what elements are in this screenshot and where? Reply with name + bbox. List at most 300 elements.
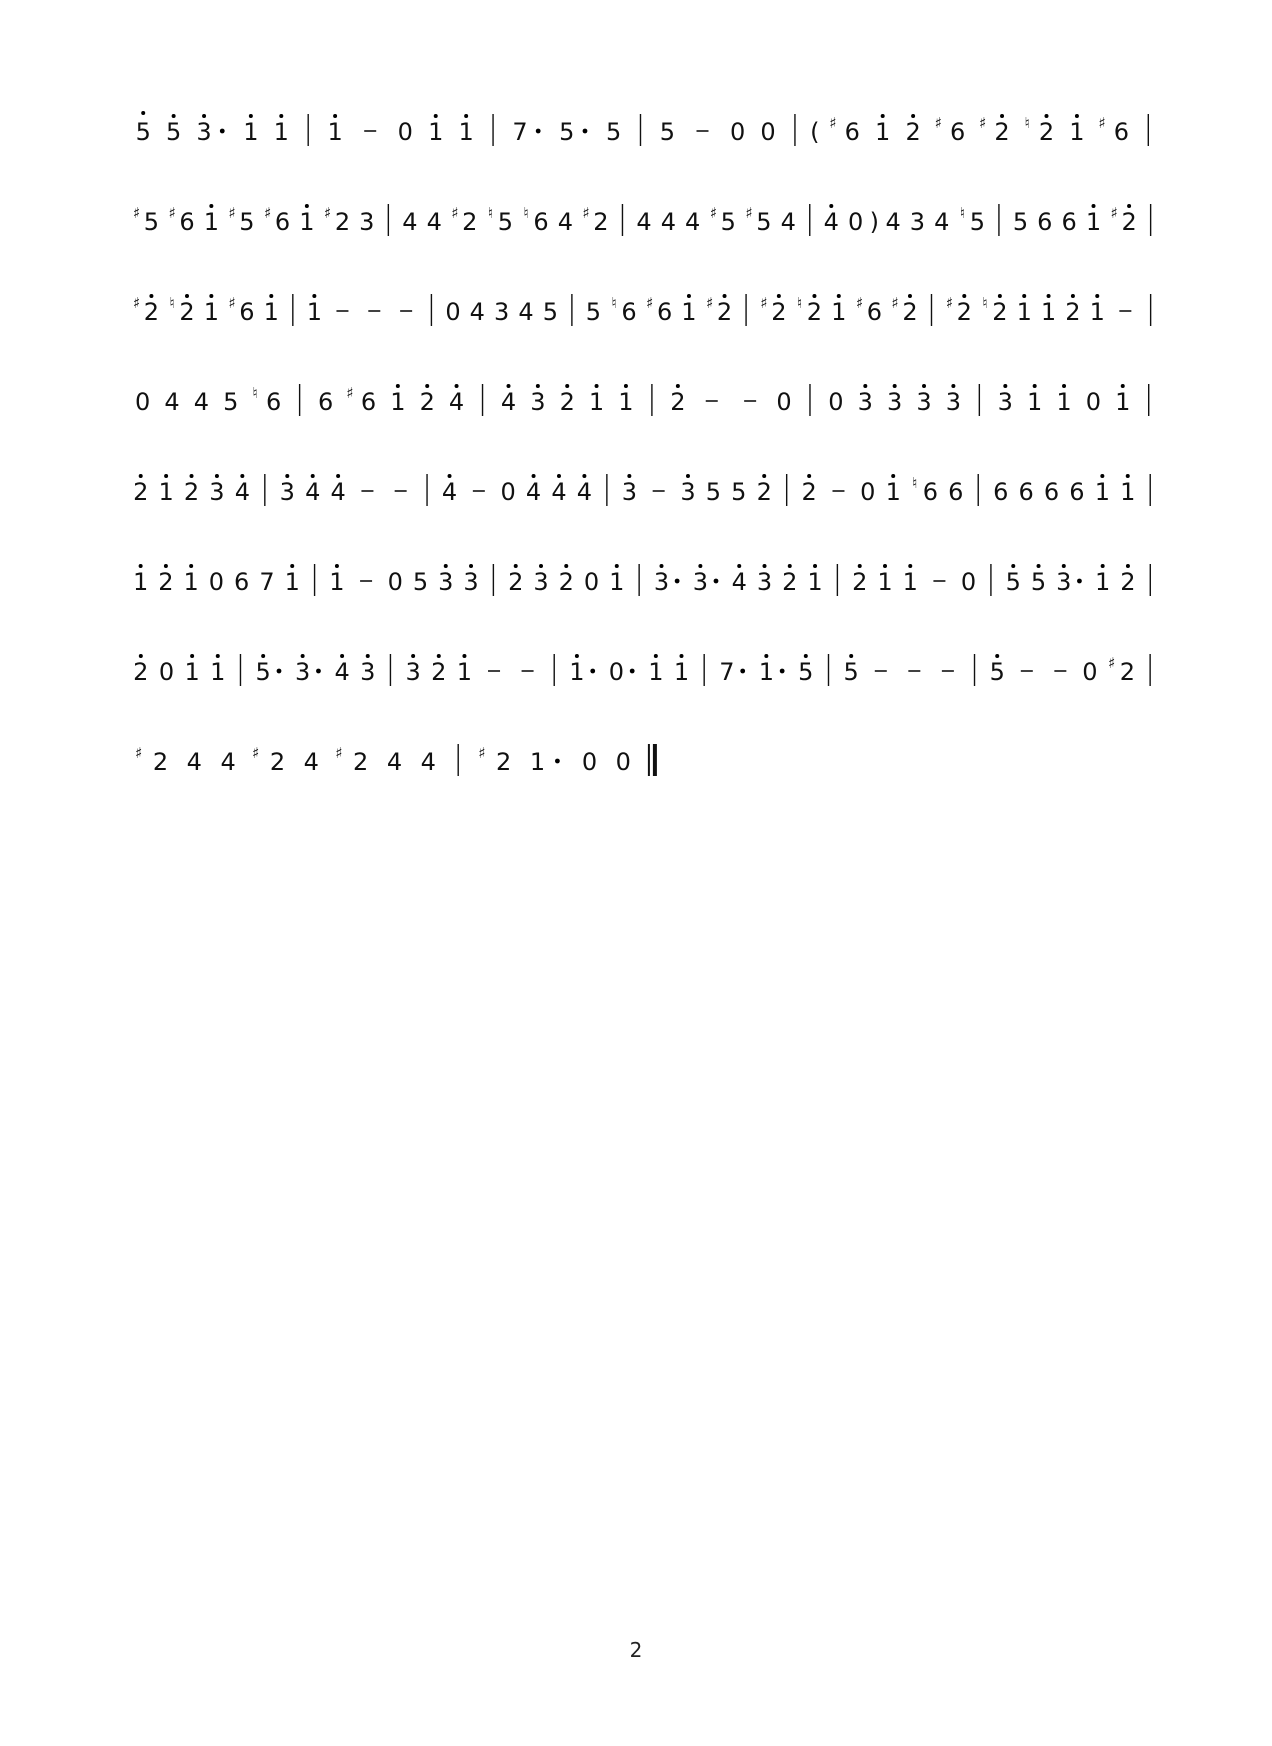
octave-dot-above [962,294,966,298]
note-1: 1 [327,118,343,146]
natural-icon: ♮ [169,294,175,312]
note-2: 2 [801,478,817,506]
octave-dot-above [285,474,289,478]
note-5: 5 [756,208,772,236]
octave-dot-above [627,474,631,478]
note-3: 3 [279,478,295,506]
note-5: 5 [731,478,747,506]
octave-dot-above [615,564,619,568]
note-4: 4 [500,388,517,416]
natural-icon: ♮ [982,294,988,312]
note-1: 1 [1069,118,1085,146]
note-0: 0 [135,388,151,416]
note-0: 0 [776,388,792,416]
octave-dot-above [686,474,690,478]
note-3: 3 [209,478,225,506]
note-1: 1 [183,568,199,596]
octave-dot [141,111,145,115]
note-1: 1 [263,298,279,326]
note-4: 4 [885,208,901,236]
note-0: 0 [1085,388,1102,416]
note-1: 1 [1115,388,1131,416]
octave-dot-above [411,654,415,658]
octave-dot-above [1047,294,1051,298]
note-2: 2 [771,298,787,326]
octave-dot-above [301,654,305,658]
natural-icon: ♮ [252,384,258,402]
octave-dot-above [1075,114,1079,118]
note-2: 2 [431,658,447,686]
octave-dot-above [189,564,193,568]
note-5: 5 [705,478,722,506]
note-4: 4 [220,748,236,776]
note-2: 2 [992,298,1008,326]
note-1: 1 [1120,478,1136,506]
note-5: 5 [497,208,514,236]
note-6: 6 [266,388,282,416]
note-3: 3 [653,568,670,596]
sharp-icon: ♯ [745,204,753,222]
note-4: 4 [557,208,573,236]
note-3: 3 [405,658,421,686]
octave-dot-above [164,474,168,478]
octave-dot-above [215,474,219,478]
score-line-svg [128,636,1160,706]
note-5: 5 [969,208,986,236]
note-0: 0 [960,568,977,596]
note-1: 1 [1056,388,1072,416]
note-2: 2 [670,388,686,416]
score-line [128,546,1160,616]
note-1: 1 [456,658,473,686]
note-1: 1 [1094,478,1110,506]
octave-dot-above [687,294,691,298]
octave-dot-above [1100,474,1104,478]
octave-dot-above [185,294,189,298]
augmentation-dot [583,129,588,134]
note-1: 1 [203,298,219,326]
note-4: 4 [731,568,747,596]
note-4: 4 [448,388,465,416]
note-0: 0 [848,208,864,236]
sharp-icon: ♯ [582,204,590,222]
octave-dot-above [261,654,265,658]
note-6: 6 [922,478,938,506]
octave-dot-above [951,384,955,388]
note-2: 2 [902,298,918,326]
note-2: 2 [462,208,478,236]
note-4: 4 [469,298,485,326]
octave-dot-above [448,474,452,478]
octave-dot-above [240,474,244,478]
octave-dot-above [536,384,540,388]
note-5: 5 [542,298,558,326]
note-6: 6 [656,298,673,326]
note-2: 2 [179,298,195,326]
octave-dot-above [1022,294,1026,298]
octave-dot-above [737,564,741,568]
octave-dot-above [762,564,766,568]
note-1: 1 [877,568,893,596]
score-line [128,636,1160,706]
note-0: 0 [208,568,225,596]
octave-dot-above [335,564,339,568]
note-6: 6 [239,298,255,326]
note-0: 0 [760,118,776,146]
natural-icon: ♮ [523,204,529,222]
note-6: 6 [274,208,291,236]
note-0: 0 [445,298,461,326]
octave-dot-above [922,384,926,388]
note-1: 1 [1016,298,1032,326]
octave-dot-above [679,654,683,658]
note-7: 7 [512,118,528,146]
note-6: 6 [234,568,250,596]
octave-dot-above [1101,564,1105,568]
augmentation-dot [555,759,560,764]
note-4: 4 [330,478,346,506]
octave-dot-above [1127,204,1131,208]
note-1: 1 [618,388,634,416]
note-6: 6 [1113,118,1130,146]
note-3: 3 [196,118,212,146]
note-4: 4 [441,478,458,506]
note-3: 3 [692,568,709,596]
note-4: 4 [426,208,442,236]
note-6: 6 [866,298,883,326]
note-2: 2 [269,748,286,776]
note-2: 2 [158,568,174,596]
note-2: 2 [133,478,149,506]
octave-dot-above [698,564,702,568]
note-3: 3 [916,388,932,416]
note-4: 4 [525,478,542,506]
octave-dot-above [565,384,569,388]
note-2: 2 [1065,298,1081,326]
octave-dot-above [149,294,153,298]
note-1: 1 [1040,298,1057,326]
note-3: 3 [294,658,311,686]
sharp-icon: ♯ [646,294,654,312]
note-4: 4 [186,748,202,776]
note-1: 1 [329,568,345,596]
note-5: 5 [1012,208,1029,236]
note-5: 5 [605,118,622,146]
note-2: 2 [334,208,351,236]
octave-dot-above [1011,564,1015,568]
note-1: 1 [184,658,200,686]
octave-dot-above [762,474,766,478]
sharp-icon: ♯ [979,114,987,132]
octave-dot-above [1062,564,1066,568]
octave-dot-above [582,474,586,478]
sharp-icon: ♯ [132,294,141,312]
note-3: 3 [463,568,479,596]
sharp-icon: ♯ [228,294,236,312]
note-0: 0 [615,748,631,776]
note-4: 4 [636,208,652,236]
open-parenthesis: ( [810,118,820,146]
note-1: 1 [875,118,891,146]
note-0: 0 [1082,658,1098,686]
note-0: 0 [583,568,600,596]
note-4: 4 [551,478,567,506]
note-6: 6 [993,478,1009,506]
note-1: 1 [428,118,444,146]
note-3: 3 [360,658,376,686]
octave-dot-above [279,114,283,118]
sharp-icon: ♯ [1110,204,1118,222]
note-2: 2 [905,118,921,146]
note-1: 1 [306,298,322,326]
score-line-svg [128,276,1160,346]
note-3: 3 [621,478,637,506]
note-3: 3 [359,208,375,236]
augmentation-dot [740,669,745,674]
note-4: 4 [420,748,436,776]
note-1: 1 [273,118,289,146]
note-1: 1 [243,118,259,146]
octave-dot-above [829,204,833,208]
natural-icon: ♮ [611,294,617,312]
octave-dot-above [462,654,466,658]
note-1: 1 [673,658,690,686]
octave-dot-above [812,294,816,298]
note-1: 1 [203,208,219,236]
note-5: 5 [720,208,736,236]
octave-dot-above [507,384,511,388]
note-0: 0 [860,478,876,506]
score-line [128,726,1160,796]
note-2: 2 [782,568,798,596]
note-6: 6 [844,118,860,146]
note-1: 1 [885,478,901,506]
note-4: 4 [305,478,321,506]
note-2: 2 [558,568,574,596]
note-0: 0 [581,748,598,776]
octave-dot-above [849,654,853,658]
note-4: 4 [518,298,534,326]
octave-dot-above [333,114,337,118]
note-0: 0 [500,478,516,506]
note-3: 3 [1056,568,1072,596]
score-line-svg [128,186,1160,256]
note-0: 0 [387,568,403,596]
sharp-icon: ♯ [478,744,486,762]
note-2: 2 [152,748,169,776]
octave-dot-above [575,654,579,658]
score-line [128,366,1160,436]
sharp-icon: ♯ [934,114,942,132]
octave-dot-above [249,114,253,118]
note-3: 3 [887,388,903,416]
octave-dot-above [676,384,680,388]
note-5: 5 [843,658,859,686]
note-1: 1 [902,568,918,596]
note-1: 1 [609,568,625,596]
note-5: 5 [1005,568,1021,596]
octave-dot-above [764,654,768,658]
note-4: 4 [193,388,210,416]
octave-dot-above [539,564,543,568]
octave-dot-above [837,294,841,298]
octave-dot-above [908,294,912,298]
note-1: 1 [807,568,823,596]
octave-dot-above [336,474,340,478]
octave-dot-above [1062,384,1066,388]
note-6: 6 [179,208,195,236]
sharp-icon: ♯ [829,114,837,132]
note-4: 4 [234,478,250,506]
note-2: 2 [419,388,435,416]
octave-dot-above [514,564,518,568]
note-4: 4 [780,208,796,236]
note-0: 0 [397,118,413,146]
augmentation-dot [590,669,595,674]
sharp-icon: ♯ [855,294,864,312]
note-3: 3 [945,388,962,416]
note-1: 1 [1085,208,1102,236]
octave-dot-above [883,564,887,568]
note-5: 5 [659,118,676,146]
note-3: 3 [756,568,773,596]
octave-dot-above [659,564,663,568]
augmentation-dot [714,579,719,584]
note-1: 1 [158,478,174,506]
sharp-icon: ♯ [252,744,260,762]
octave-dot-above [190,474,194,478]
sharp-icon: ♯ [706,294,714,312]
note-2: 2 [133,658,149,686]
note-1: 1 [1027,388,1043,416]
augmentation-dot [630,669,635,674]
octave-dot-above [1003,384,1007,388]
note-0: 0 [828,388,844,416]
sharp-icon: ♯ [760,294,768,312]
natural-icon: ♮ [1024,114,1030,132]
octave-dot-above [564,564,568,568]
octave-dot-above [813,564,817,568]
octave-dot-above [139,564,143,568]
note-3: 3 [857,388,873,416]
score-line [128,456,1160,526]
augmentation-dot [316,669,321,674]
note-1: 1 [569,658,585,686]
note-6: 6 [360,388,377,416]
note-4: 4 [685,208,701,236]
note-6: 6 [949,118,966,146]
octave-dot-above [305,204,309,208]
page-number: 2 [629,1638,643,1662]
note-2: 2 [353,748,369,776]
score-line-svg [128,456,1160,526]
octave-dot-above [209,204,213,208]
note-2: 2 [593,208,609,236]
score-line-svg [128,366,1160,436]
note-5: 5 [223,388,239,416]
note-7: 7 [259,568,275,596]
sharp-icon: ♯ [346,384,354,402]
note-0: 0 [608,658,625,686]
octave-dot-above [311,474,315,478]
note-2: 2 [508,568,524,596]
octave-dot-above [1121,384,1125,388]
note-7: 7 [719,658,735,686]
note-3: 3 [997,388,1013,416]
octave-dot-above [437,654,441,658]
score-line [128,96,1160,166]
note-2: 2 [806,298,823,326]
note-2: 2 [183,478,200,506]
note-2: 2 [1038,118,1055,146]
note-6: 6 [1069,478,1085,506]
octave-dot-above [209,294,213,298]
octave-dot-above [396,384,400,388]
octave-dot-above [425,384,429,388]
note-0: 0 [158,658,175,686]
note-5: 5 [239,208,255,236]
octave-dot-above [1071,294,1075,298]
augmentation-dot [675,579,680,584]
octave-dot-above [469,564,473,568]
octave-dot-above [312,294,316,298]
note-4: 4 [303,748,319,776]
score-line-svg [128,726,1160,796]
octave-dot-above [340,654,344,658]
note-6: 6 [1043,478,1060,506]
sharp-icon: ♯ [324,204,332,222]
sharp-icon: ♯ [132,204,141,222]
octave-dot-above [202,114,206,118]
sharp-icon: ♯ [1108,654,1116,672]
note-4: 4 [576,478,593,506]
note-4: 4 [164,388,180,416]
octave-dot-above [557,474,561,478]
note-6: 6 [1061,208,1077,236]
note-5: 5 [989,658,1005,686]
octave-dot-above [1037,564,1041,568]
note-1: 1 [1089,298,1105,326]
sharp-icon: ♯ [891,294,899,312]
note-2: 2 [559,388,575,416]
octave-dot-above [532,474,536,478]
note-2: 2 [994,118,1010,146]
octave-dot-above [863,384,867,388]
note-6: 6 [621,298,637,326]
sharp-icon: ♯ [709,204,718,222]
octave-dot-above [911,114,915,118]
note-1: 1 [529,748,546,776]
natural-icon: ♮ [959,204,966,222]
octave-dot-above [190,654,194,658]
octave-dot-above [1033,384,1037,388]
natural-icon: ♮ [796,294,803,312]
note-1: 1 [299,208,315,236]
note-5: 5 [143,208,160,236]
note-5: 5 [412,568,429,596]
note-0: 0 [729,118,746,146]
note-6: 6 [317,388,334,416]
octave-dot-above [164,564,168,568]
octave-dot-above [434,114,438,118]
octave-dot-above [464,114,468,118]
note-3: 3 [909,208,926,236]
note-3: 3 [680,478,696,506]
note-4: 4 [386,748,403,776]
note-2: 2 [956,298,972,326]
note-4: 4 [402,208,418,236]
octave-dot-above [881,114,885,118]
